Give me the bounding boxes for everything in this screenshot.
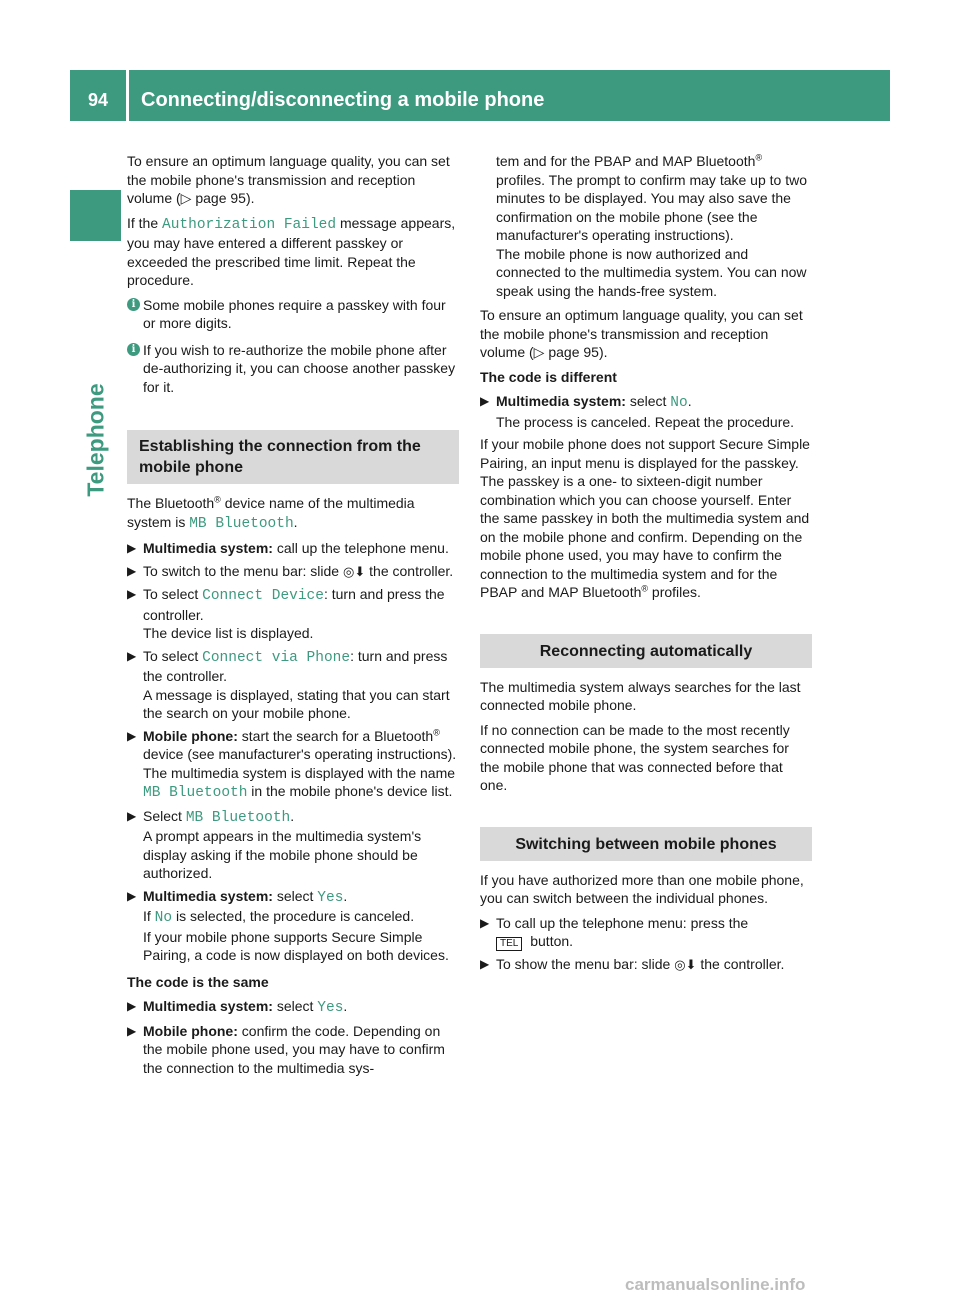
step: [480, 392, 812, 431]
text: profiles. The prompt to confirm may take up to two minutes to be displayed. You may also save the confirmation on the mobile phone (see the manufacturer's operating instructions).: [496, 171, 807, 243]
display-text: MB Bluetooth: [185, 809, 291, 826]
display-text: Authorization Failed: [162, 216, 337, 233]
section-heading: Switching between mobile phones: [480, 827, 812, 861]
chapter-title: Connecting/disconnecting a mobile phone: [141, 89, 545, 111]
controller-slide-down-icon: ◎⬇: [674, 957, 697, 972]
text: The process is canceled. Repeat the procedure.: [496, 413, 795, 430]
text: tem and for the PBAP and MAP Bluetooth: [496, 153, 756, 169]
step: [127, 562, 459, 582]
text: the controller.: [365, 562, 454, 579]
text: in the mobile phone's device list.: [247, 783, 453, 799]
info-note: [127, 296, 459, 333]
text: device (see manufacturer's operating instructions).: [143, 746, 457, 762]
step: [127, 647, 459, 723]
text: To ensure an optimum language quality, you can set the mobile phone's transmission and reception volume (▷ page 95).: [127, 153, 450, 206]
left-column: [127, 152, 459, 1081]
display-text: Yes: [317, 889, 344, 906]
display-text: Connect via Phone: [202, 649, 351, 666]
tel-key-icon: TEL: [496, 937, 522, 951]
controller-slide-down-icon: ◎⬇: [343, 563, 366, 579]
paragraph: [480, 152, 812, 300]
text: To ensure an optimum language quality, you can set the mobile phone's transmission and reception volume (▷ page 95).: [480, 307, 803, 360]
text: A prompt appears in the multimedia system's display asking if the mobile phone should be authorized.: [143, 828, 422, 881]
text: call up the telephone menu.: [272, 540, 449, 556]
text: select: [272, 887, 318, 904]
subheading: The code is different: [480, 368, 617, 385]
step-arrow-icon: ▶: [480, 957, 490, 971]
text: Multimedia system:: [143, 998, 273, 1014]
text: The device list is displayed.: [143, 625, 314, 641]
info-icon: i: [127, 298, 140, 311]
step-arrow-icon: ▶: [127, 587, 137, 601]
text: To select: [143, 647, 203, 664]
paragraph: [480, 435, 812, 602]
step-arrow-icon: ▶: [480, 394, 490, 408]
step-arrow-icon: ▶: [480, 915, 490, 930]
step: [480, 955, 812, 975]
text: To select: [143, 586, 203, 602]
subheading: The code is the same: [127, 973, 269, 990]
step-arrow-icon: ▶: [127, 541, 137, 555]
side-tab-marker: [70, 190, 121, 241]
registered-mark: ®: [641, 583, 649, 594]
text: If: [143, 908, 155, 924]
step-arrow-icon: ▶: [127, 808, 137, 823]
display-text: No: [670, 395, 688, 411]
text: select: [625, 393, 671, 409]
display-text: MB Bluetooth: [143, 785, 248, 801]
text: : turn and press the controller.: [143, 586, 445, 623]
text: If the: [127, 214, 163, 231]
text: If no connection can be made to the most recently connected mobile phone, the system searches for the mobile phone that was connected before that one.: [480, 721, 790, 793]
text: Multimedia system:: [143, 887, 273, 904]
text: The Bluetooth: [127, 495, 215, 511]
step: [127, 1022, 459, 1078]
paragraph: [480, 306, 812, 362]
step: [127, 997, 459, 1018]
text: The mobile phone is now authorized and connected to the multimedia system. You can now speak using the hands-free system.: [496, 245, 807, 299]
paragraph: [480, 721, 812, 795]
text: .: [687, 393, 692, 409]
right-column: [480, 152, 812, 979]
display-text: No: [154, 910, 173, 926]
text: Mobile phone:: [143, 1022, 238, 1039]
info-icon: i: [127, 343, 140, 356]
paragraph: [480, 871, 812, 908]
text: .: [343, 887, 348, 904]
text: The multimedia system is displayed with the name: [143, 764, 456, 781]
text: If your mobile phone does not support Secure Simple Pairing, an input menu is displayed for the passkey. The passkey is a one- to sixteen-digit number combination which you can choose yourself. Enter the same passkey in both the multimedia system and on the mobile phone and confirm. Depending on the mobile phone used, you may have to confirm the connection to the multimedia system and for the PBAP and MAP Bluetooth: [480, 436, 810, 600]
text: Select: [143, 807, 186, 824]
text: .: [293, 513, 298, 530]
step-arrow-icon: ▶: [127, 648, 137, 663]
display-text: Yes: [317, 1000, 344, 1016]
text: Some mobile phones require a passkey with four or more digits.: [143, 296, 446, 331]
text: To call up the telephone menu: press the: [496, 914, 749, 931]
text: Multimedia system:: [496, 393, 626, 409]
step-arrow-icon: ▶: [127, 1023, 137, 1038]
section-heading: Reconnecting automatically: [480, 634, 812, 668]
text: button.: [526, 933, 574, 949]
text: the controller.: [696, 956, 785, 972]
text: message appears, you may have entered a different passkey or exceeded the prescribed time limit. Repeat the procedure.: [127, 214, 456, 288]
text: .: [343, 998, 348, 1014]
text: If you have authorized more than one mobile phone, you can switch between the individual phones.: [480, 871, 804, 906]
text: is selected, the procedure is canceled.: [172, 908, 415, 924]
text: start the search for a Bluetooth: [237, 727, 434, 744]
info-note: [127, 341, 459, 397]
display-text: MB Bluetooth: [189, 515, 294, 532]
text: To switch to the menu bar: slide: [143, 562, 343, 579]
page-number: 94: [87, 90, 109, 110]
header-divider: [126, 70, 129, 121]
registered-mark: ®: [214, 494, 221, 505]
text: profiles.: [648, 584, 701, 600]
paragraph: [127, 494, 459, 533]
registered-mark: ®: [433, 726, 440, 737]
step: [127, 539, 459, 558]
watermark: carmanualsonline.info: [625, 1275, 806, 1294]
text: If your mobile phone supports Secure Simple Pairing, a code is now displayed on both devices.: [143, 928, 449, 963]
text: : turn and press the controller.: [143, 647, 448, 684]
step: [127, 887, 459, 965]
step-arrow-icon: ▶: [127, 563, 137, 578]
paragraph: [127, 214, 459, 290]
text: Mobile phone:: [143, 727, 238, 744]
text: .: [290, 807, 295, 824]
step: [127, 585, 459, 643]
text: Multimedia system:: [143, 540, 273, 556]
text: To show the menu bar: slide: [496, 956, 675, 972]
text: device name of the multimedia system is: [127, 495, 415, 530]
registered-mark: ®: [755, 152, 763, 163]
paragraph: [480, 678, 812, 715]
text: A message is displayed, stating that you can start the search on your mobile phone.: [143, 686, 450, 721]
step-arrow-icon: ▶: [127, 728, 137, 743]
step: [127, 807, 459, 883]
step: [127, 727, 459, 803]
display-text: Connect Device: [202, 588, 324, 604]
step: [480, 914, 812, 952]
text: If you wish to re-authorize the mobile phone after de-authorizing it, you can choose another passkey for it.: [143, 341, 456, 395]
text: select: [272, 998, 318, 1014]
text: The multimedia system always searches for the last connected mobile phone.: [480, 678, 801, 713]
text: confirm the code. Depending on the mobile phone used, you may have to confirm the connection to the multimedia sys-: [143, 1022, 445, 1076]
paragraph: [127, 152, 459, 208]
side-section-label: Telephone: [82, 383, 109, 497]
step-arrow-icon: ▶: [127, 999, 137, 1013]
step-arrow-icon: ▶: [127, 888, 137, 903]
section-heading: Establishing the connection from the mobile phone: [127, 430, 459, 484]
